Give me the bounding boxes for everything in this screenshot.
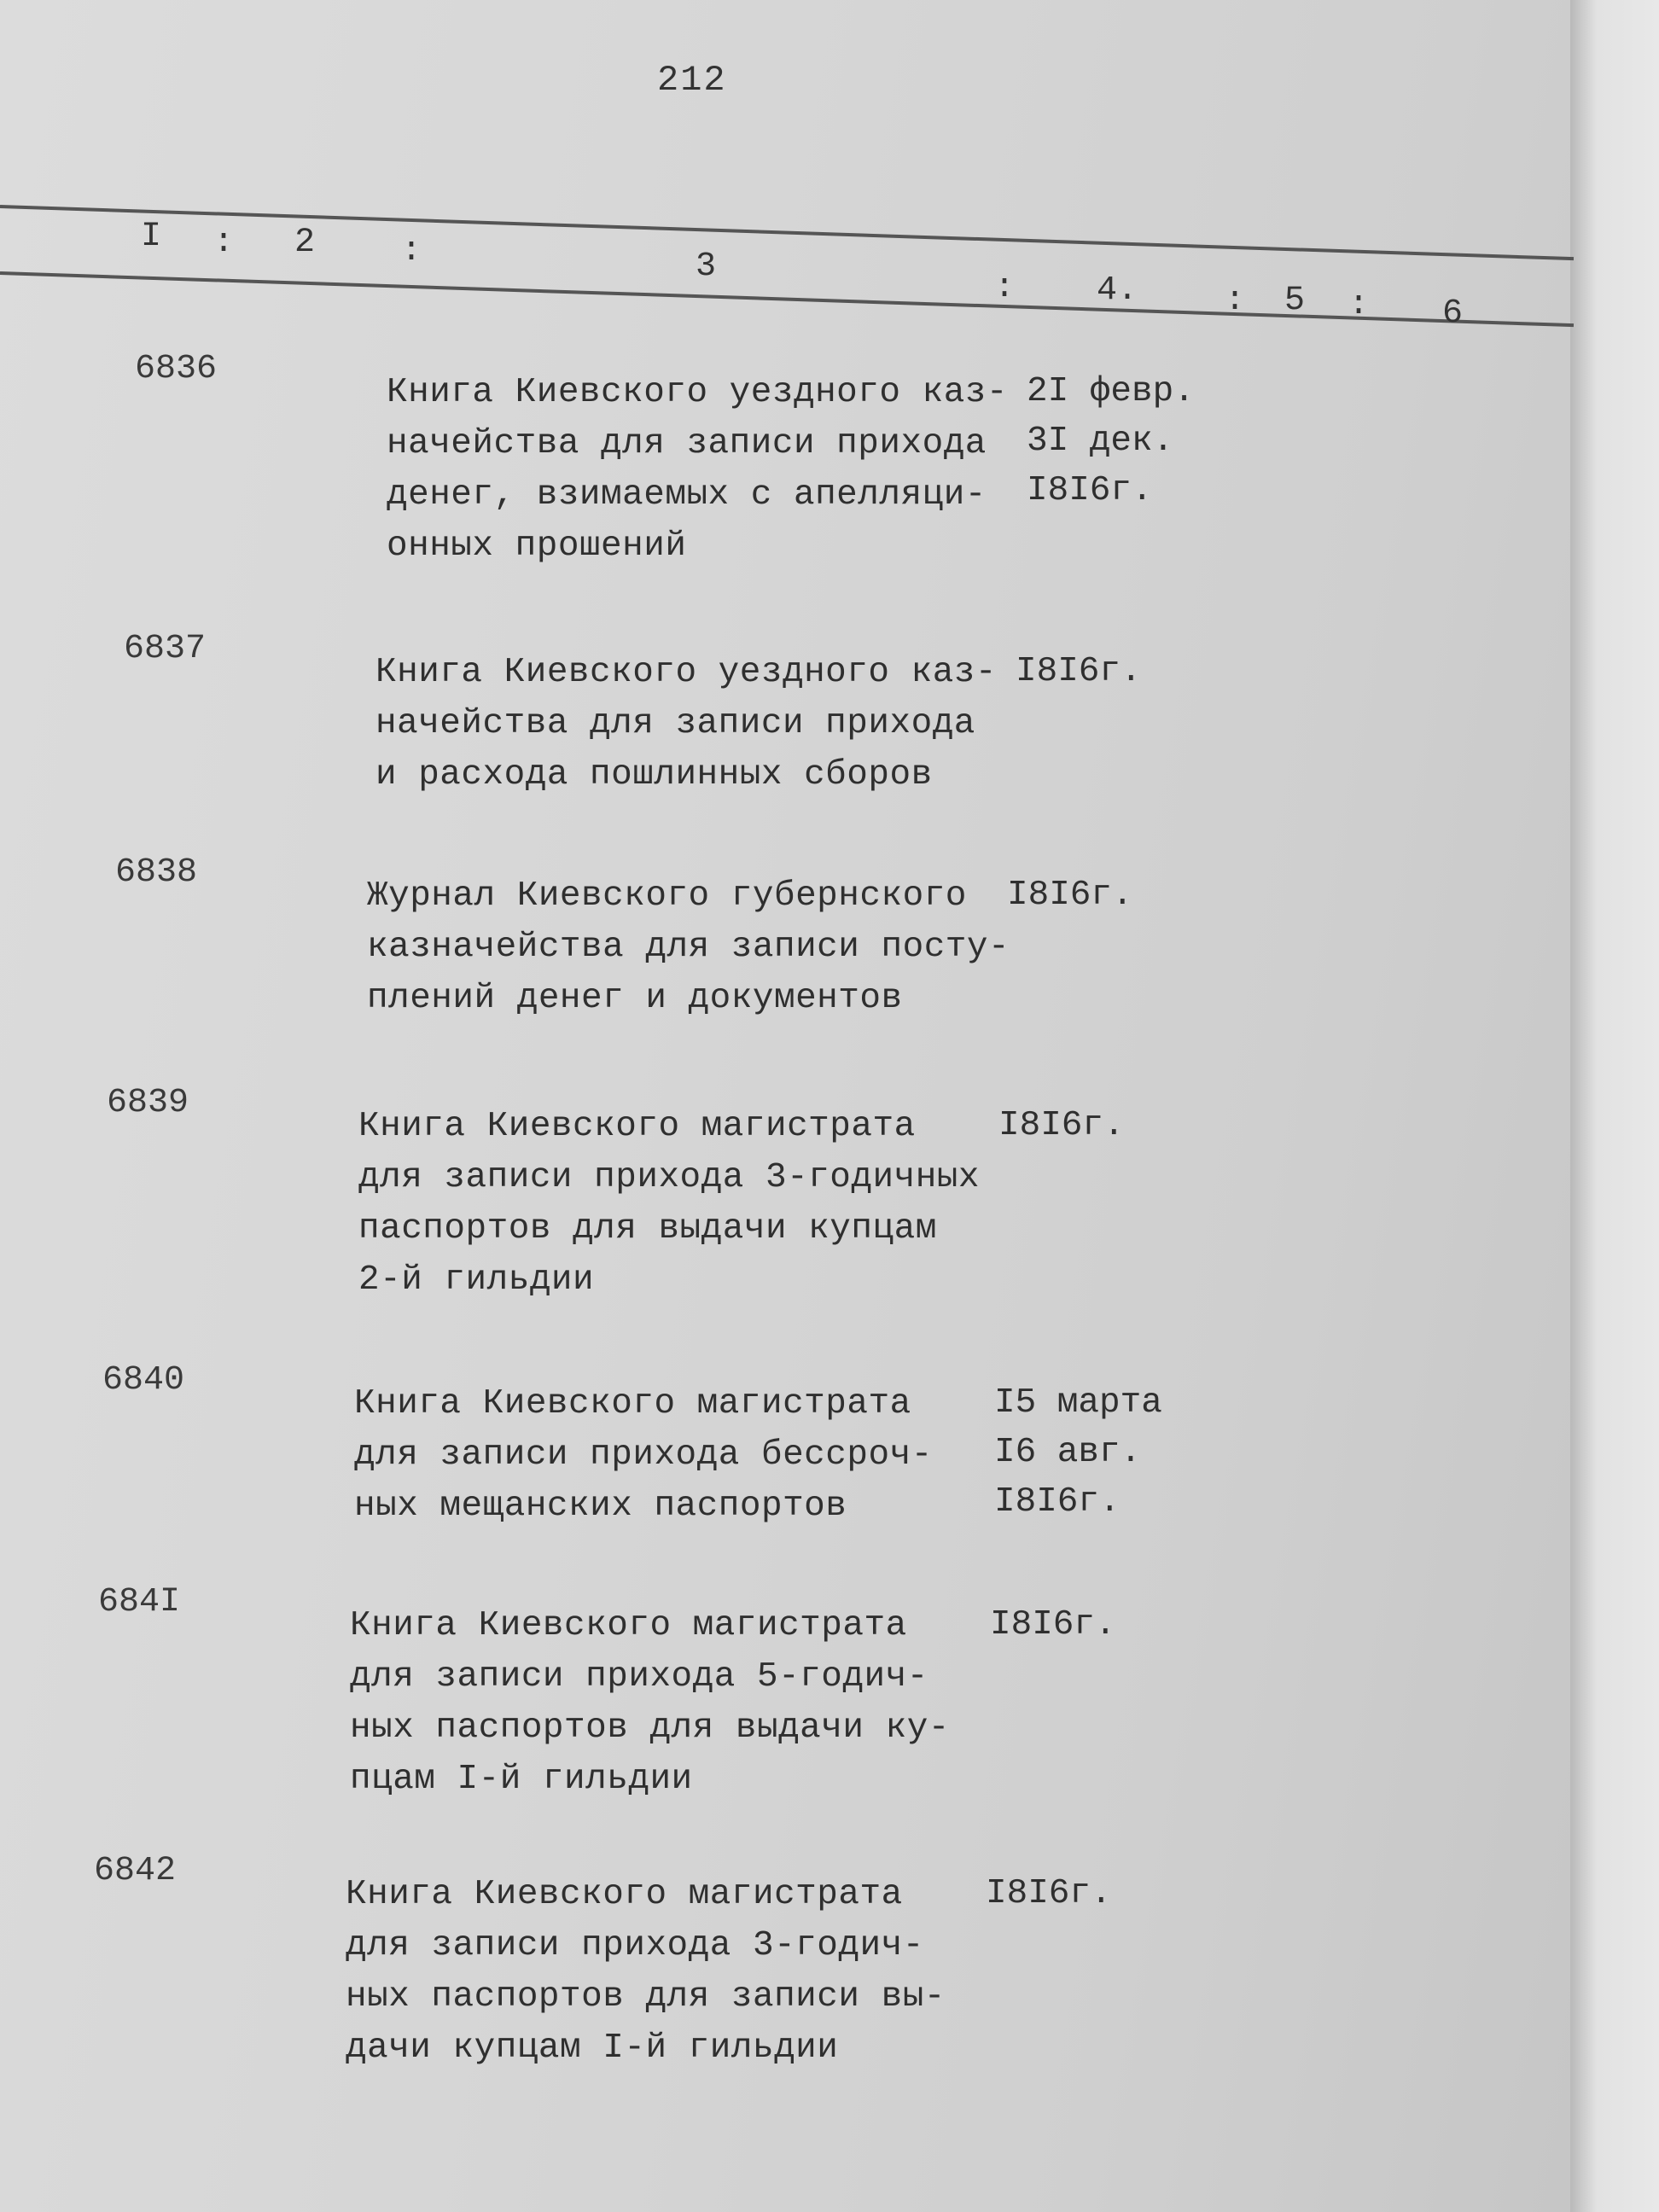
entry-title: Книга Киевского магистрата для записи прихода 3-годич- ных паспортов для записи вы- дачи купцам I-й гильдии bbox=[346, 1875, 946, 2068]
entry-date: I5 марта I6 авг. I8I6г. bbox=[994, 1383, 1162, 1522]
column-header-1: I bbox=[141, 218, 162, 256]
entry-date: I8I6г. bbox=[998, 1106, 1125, 1145]
column-header-6: 6 bbox=[1442, 294, 1464, 333]
entry-title: Книга Киевского магистрата для записи прихода 3-годичных паспортов для выдачи купцам 2-й гильдии bbox=[358, 1107, 981, 1300]
entry-number: 6842 bbox=[94, 1852, 177, 1890]
entry-title: Журнал Киевского губернского казначейства для записи посту- плений денег и документов bbox=[367, 876, 1010, 1018]
column-header-sep: : bbox=[994, 269, 1016, 307]
page-number: 212 bbox=[657, 60, 727, 101]
column-header-5: 5 bbox=[1284, 282, 1306, 320]
entry-title: Книга Киевского магистрата для записи прихода 5-годич- ных паспортов для выдачи ку- пцам I-й гильдии bbox=[350, 1606, 950, 1799]
entry-date: I8I6г. bbox=[1016, 652, 1142, 691]
column-header-4: 4. bbox=[1097, 271, 1138, 310]
entry-title: Книга Киевского уездного каз- начейства для записи прихода и расхода пошлинных сборов bbox=[375, 653, 998, 795]
entry-date: I8I6г. bbox=[990, 1605, 1116, 1644]
column-header-sep: : bbox=[1348, 286, 1370, 324]
page-edge bbox=[1570, 0, 1659, 2212]
entry-number: 6836 bbox=[135, 350, 218, 388]
column-header-sep: : bbox=[401, 232, 422, 271]
entry-title: Книга Киевского магистрата для записи прихода бессроч- ных мещанских паспортов bbox=[354, 1384, 933, 1526]
entry-number: 6840 bbox=[102, 1361, 185, 1400]
entry-number: 6837 bbox=[124, 630, 207, 668]
column-header-2: 2 bbox=[294, 224, 316, 262]
entry-number: 6838 bbox=[115, 853, 198, 892]
entry-date: I8I6г. bbox=[1007, 876, 1133, 915]
entry-date: 2I февр. 3I дек. I8I6г. bbox=[1027, 372, 1195, 510]
column-header-sep: : bbox=[1225, 282, 1246, 320]
entry-number: 684I bbox=[98, 1583, 181, 1621]
column-header-sep: : bbox=[213, 224, 235, 262]
entry-number: 6839 bbox=[107, 1084, 189, 1122]
entry-date: I8I6г. bbox=[986, 1874, 1112, 1913]
entry-title: Книга Киевского уездного каз- начейства для записи прихода денег, взимаемых с апелляци- онных прошений bbox=[387, 373, 1009, 566]
column-header-3: 3 bbox=[696, 247, 717, 286]
